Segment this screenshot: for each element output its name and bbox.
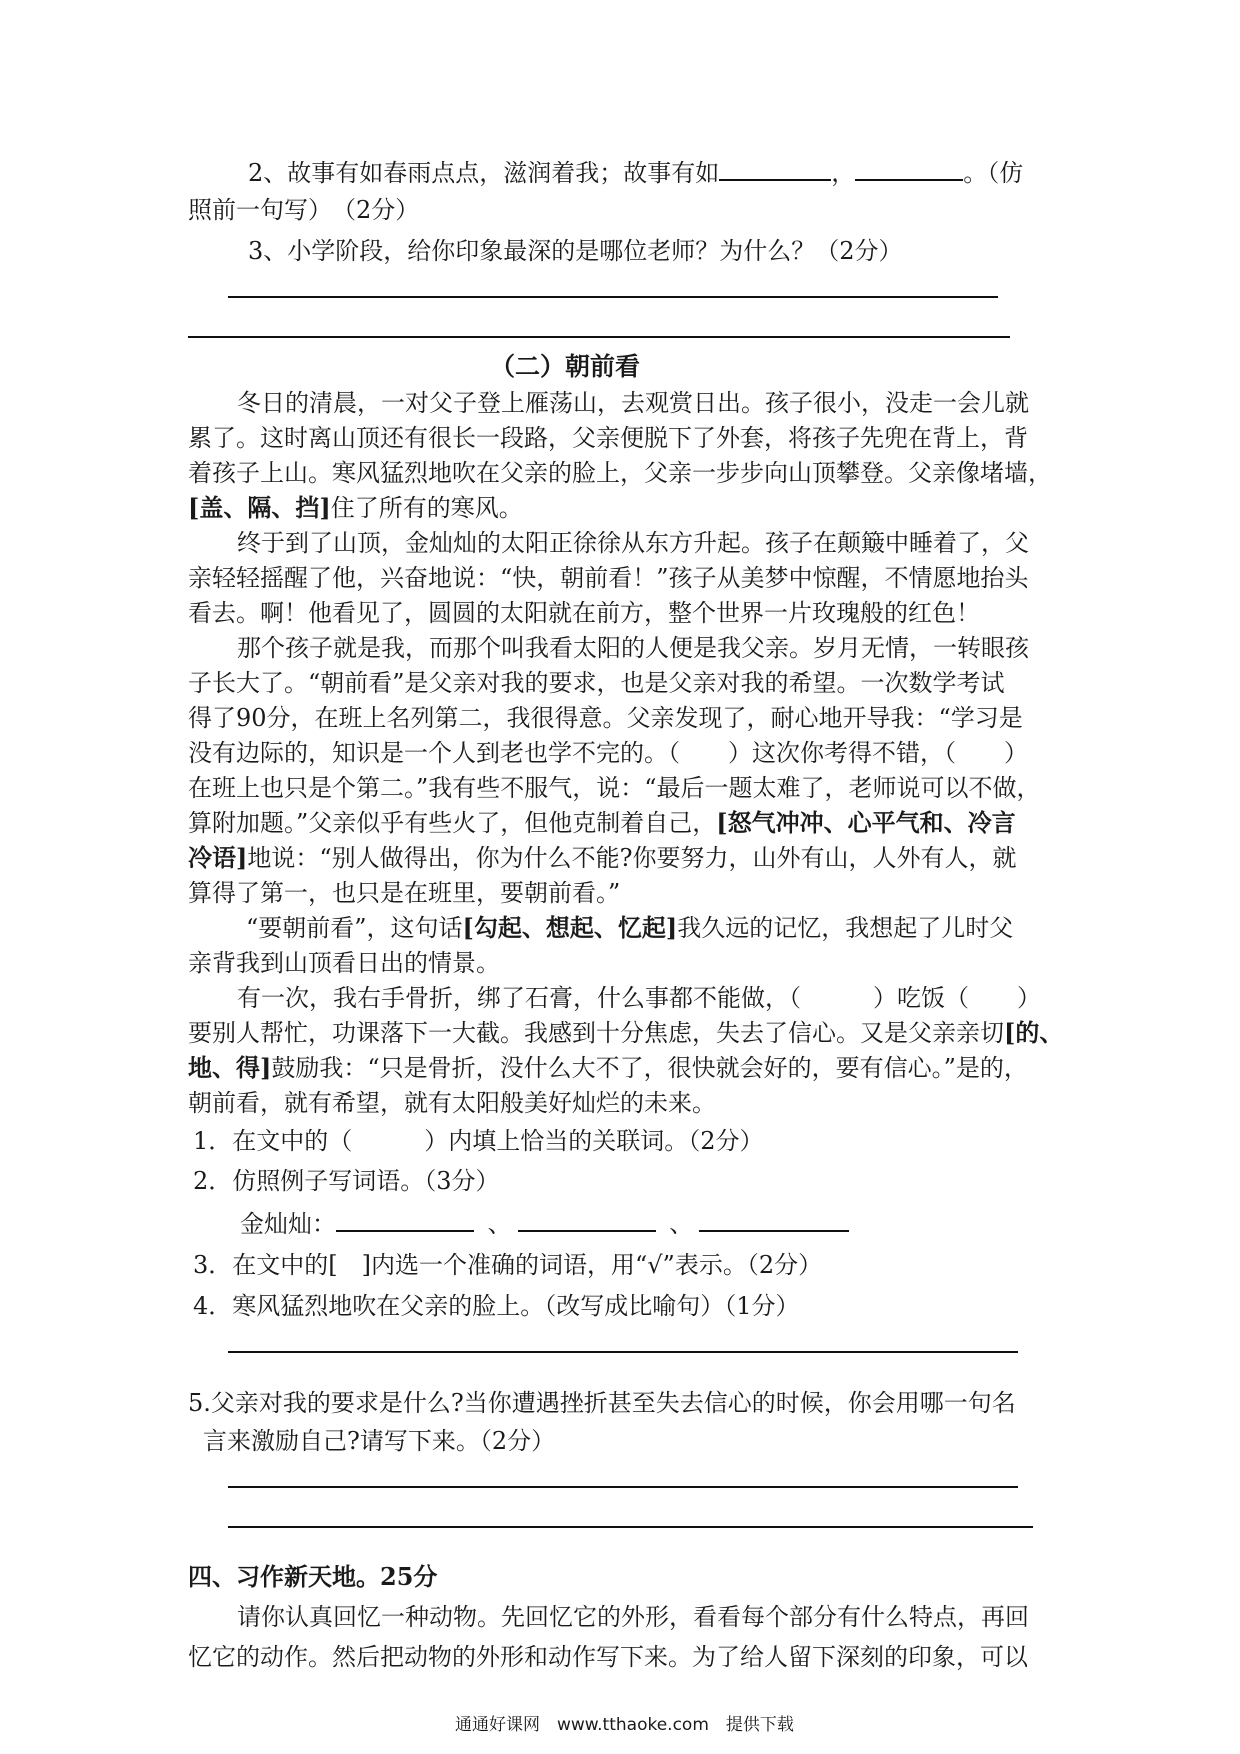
paragraph-line: [246, 911, 1013, 945]
answer-blank[interactable]: [855, 155, 963, 181]
answer-line[interactable]: [228, 1486, 1018, 1488]
paragraph-line: 忆它的动作。然后把动物的外形和动作写下来。为了给人留下深刻的印象，可以: [188, 1643, 1028, 1671]
paragraph-line: 在班上也只是个第二。”我有些不服气，说：“最后一题太难了，老师说可以不做，: [188, 774, 1041, 802]
paragraph-text: 住了所有的寒风。: [330, 494, 523, 522]
word-choice-bracket[interactable]: [勾起、想起、忆起]: [462, 913, 678, 942]
answer-blank[interactable]: [336, 1206, 474, 1232]
example-word: 金灿灿：: [240, 1210, 336, 1238]
question-2-line2: 照前一句写） （2分）: [188, 196, 420, 224]
question-item-1: 1．在文中的（ ）内填上恰当的关联词。（2分）: [193, 1127, 764, 1155]
paragraph-line: 有一次，我右手骨折，绑了石膏，什么事都不能做，（ ）吃饭（ ）: [237, 984, 1041, 1012]
paragraph-text: 我久远的记忆，我想起了儿时父: [677, 914, 1014, 942]
paragraph-text: “要朝前看”，这句话: [246, 914, 463, 942]
question-item-5: 5.父亲对我的要求是什么?当你遭遇挫折甚至失去信心的时候，你会用哪一句名: [188, 1389, 1016, 1417]
separator: ，: [831, 159, 856, 187]
paragraph-line: 冬日的清晨，一对父子登上雁荡山，去观赏日出。孩子很小，没走一会儿就: [237, 389, 1029, 417]
answer-line[interactable]: [228, 1526, 1033, 1528]
question-item-3: 3．在文中的[ ]内选一个准确的词语，用“√”表示。（2分）: [193, 1251, 823, 1279]
question-item-2: 2．仿照例子写词语。（3分）: [193, 1167, 500, 1195]
question-2-text: 2、故事有如春雨点点，滋润着我；故事有如: [248, 159, 720, 187]
paragraph-line: 终于到了山顶，金灿灿的太阳正徐徐从东方升起。孩子在颠簸中睡着了，父: [237, 529, 1029, 557]
paragraph-line: 那个孩子就是我，而那个叫我看太阳的人便是我父亲。岁月无情，一转眼孩: [237, 634, 1029, 662]
answer-line[interactable]: [188, 336, 1010, 338]
paragraph-line: [188, 491, 523, 525]
question-3: 3、小学阶段，给你印象最深的是哪位老师？为什么？（2分）: [248, 237, 903, 265]
paragraph-text: 鼓励我：“只是骨折，没什么大不了，很快就会好的，要有信心。”是的，: [271, 1054, 1028, 1082]
word-choice-bracket[interactable]: [怒气冲冲、心平气和、冷言: [716, 808, 1016, 837]
paragraph-line: 子长大了。“朝前看”是父亲对我的要求，也是父亲对我的希望。一次数学考试: [188, 669, 1005, 697]
answer-blank[interactable]: [699, 1206, 849, 1232]
paragraph-text: 地说：“别人做得出，你为什么不能?你要努力，山外有山，人外有人，就: [247, 844, 1017, 872]
paragraph-line: [188, 1016, 1063, 1050]
paragraph-line: [188, 1051, 1028, 1085]
paragraph-line: [188, 841, 1017, 875]
paragraph-line: 亲背我到山顶看日出的情景。: [188, 949, 500, 977]
question-item-5-cont: 言来激励自己?请写下来。（2分）: [203, 1427, 556, 1455]
word-choice-bracket[interactable]: [盖、隔、挡]: [188, 493, 331, 522]
question-2-text-end: 。（仿: [963, 159, 1024, 187]
paragraph-line: [188, 806, 1016, 840]
paragraph-line: 得了90分，在班上名列第二，我很得意。父亲发现了，耐心地开导我：“学习是: [188, 704, 1023, 732]
paragraph-text: 要别人帮忙，功课落下一大截。我感到十分焦虑，失去了信心。又是父亲亲切: [188, 1019, 1004, 1047]
paragraph-line: 请你认真回忆一种动物。先回忆它的外形，看看每个部分有什么特点，再回: [237, 1603, 1029, 1631]
paragraph-line: 算得了第一，也只是在班里，要朝前看。”: [188, 879, 621, 907]
answer-blank[interactable]: [719, 155, 831, 181]
passage-title: （二）朝前看: [490, 352, 641, 381]
word-choice-bracket[interactable]: 地、得]: [188, 1053, 272, 1082]
paragraph-line: 看去。啊！他看见了，圆圆的太阳就在前方，整个世界一片玫瑰般的红色！: [188, 599, 980, 627]
paragraph-line: 累了。这时离山顶还有很长一段路，父亲便脱下了外套，将孩子先兜在背上，背: [188, 424, 1028, 452]
section-heading: 四、习作新天地。25分: [188, 1562, 438, 1591]
paragraph-line: 亲轻轻摇醒了他，兴奋地说：“快，朝前看！”孩子从美梦中惊醒，不情愿地抬头: [188, 564, 1029, 592]
separator: 、: [669, 1210, 694, 1238]
answer-blank[interactable]: [518, 1206, 656, 1232]
paragraph-line: 着孩子上山。寒风猛烈地吹在父亲的脸上，父亲一步步向山顶攀登。父亲像堵墙，: [188, 459, 1052, 487]
page-footer: 通通好课网 www.tthaoke.com 提供下载: [455, 1715, 794, 1735]
answer-line[interactable]: [228, 296, 998, 298]
paragraph-line: 朝前看，就有希望，就有太阳般美好灿烂的未来。: [188, 1089, 716, 1117]
paragraph-line: 没有边际的，知识是一个人到老也学不完的。（ ）这次你考得不错，（ ）: [188, 739, 1028, 767]
paragraph-text: 算附加题。”父亲似乎有些火了，但他克制着自己，: [188, 809, 717, 837]
word-example-line: [240, 1206, 849, 1241]
separator: 、: [487, 1210, 512, 1238]
word-choice-bracket[interactable]: 冷语]: [188, 843, 248, 872]
question-2-line1: [248, 155, 1023, 190]
word-choice-bracket[interactable]: [的、: [1004, 1018, 1064, 1047]
question-item-4: 4．寒风猛烈地吹在父亲的脸上。（改写成比喻句）（1分）: [193, 1292, 800, 1320]
answer-line[interactable]: [228, 1351, 1018, 1353]
